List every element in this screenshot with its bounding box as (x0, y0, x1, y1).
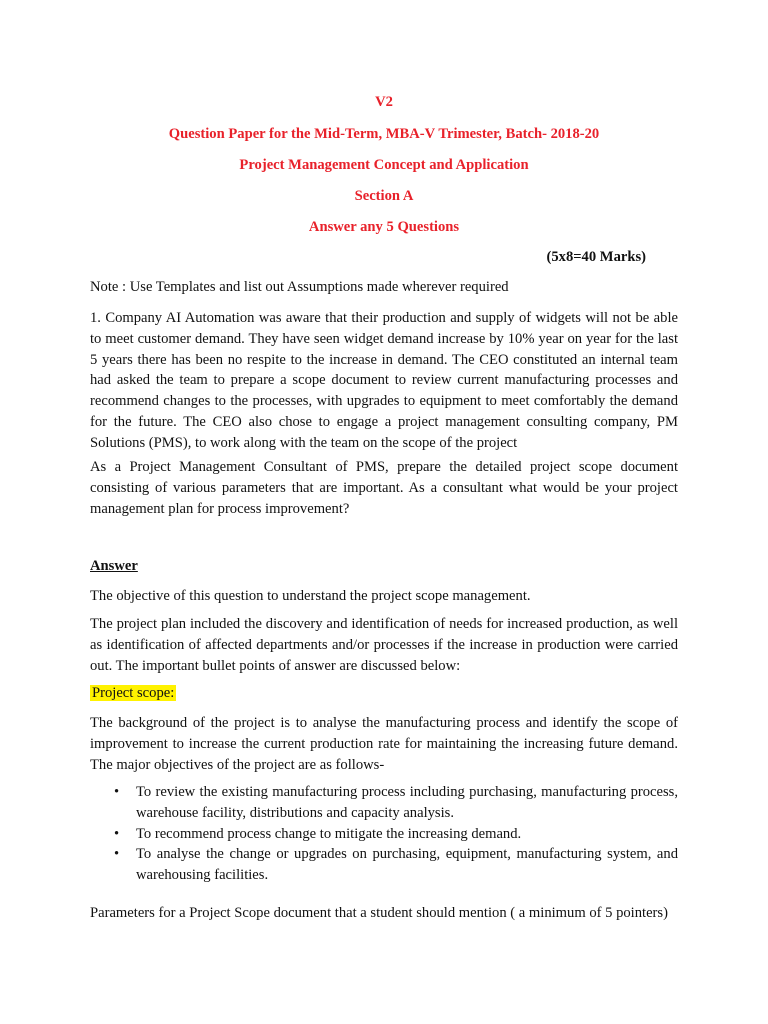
parameters-text: Parameters for a Project Scope document that a student should mention ( a minimum of 5 pointers) (90, 905, 668, 921)
section-label: Section A (354, 188, 414, 204)
list-item: • To analyse the change or upgrades on purchasing, equipment, manufacturing system, and warehousing facilities. (114, 846, 678, 884)
instruction-label: Answer any 5 Questions (308, 219, 460, 235)
answer-plan: The project plan included the discovery and identification of needs for increased production, as well as identification of affected departments and/or processes if the increase in production were carried out. The important bullet points of answer are discussed below: (90, 616, 678, 674)
paper-title: Question Paper for the Mid-Term, MBA-V Trimester, Batch- 2018-20 (168, 126, 600, 142)
subject-title: Project Management Concept and Application (239, 157, 529, 173)
project-scope-highlight: Project scope: (92, 685, 175, 701)
answer-objective: The objective of this question to understand the project scope management. (90, 588, 531, 604)
objectives-list (90, 782, 678, 886)
question-1-task: As a Project Management Consultant of PMS, prepare the detailed project scope document consisting of various parameters that are important. As a consultant what would be your project management plan for process improvement? (90, 459, 678, 517)
marks-label: (5x8=40 Marks) (546, 249, 646, 265)
answer-background: The background of the project is to analyse the manufacturing process and identify the scope of improvement to increase the current production rate for maintaining the increasing future demand. The major objectives of the project are as follows- (90, 715, 678, 773)
list-item: • To review the existing manufacturing process including purchasing, manufacturing process, warehouse facility, distributions and capacity analysis. (114, 784, 678, 821)
list-item: • To recommend process change to mitigate the increasing demand. (90, 824, 678, 845)
bullet-icon: • (114, 784, 120, 800)
bullet-icon: • (114, 846, 120, 863)
project-scope-heading (90, 683, 678, 704)
version-label: V2 (375, 94, 393, 110)
answer-heading: Answer (90, 558, 138, 574)
note-text: Note : Use Templates and list out Assumptions made wherever required (90, 279, 509, 295)
bullet-icon: • (114, 825, 120, 842)
question-1-text: 1. Company AI Automation was aware that their production and supply of widgets will not be able to meet customer demand. They have seen widget demand increase by 10% year on year for the last 5 years there has been no respite to the increase in demand. The CEO constituted an internal team had asked the team to prepare a scope document to review current manufacturing processes and recommend changes to the processes, with upgrades to equipment to meet comfortably the demand for the future. The CEO also chose to engage a project management consulting company, PM Solutions (PMS), to work along with the team on the scope of the project (90, 310, 678, 451)
